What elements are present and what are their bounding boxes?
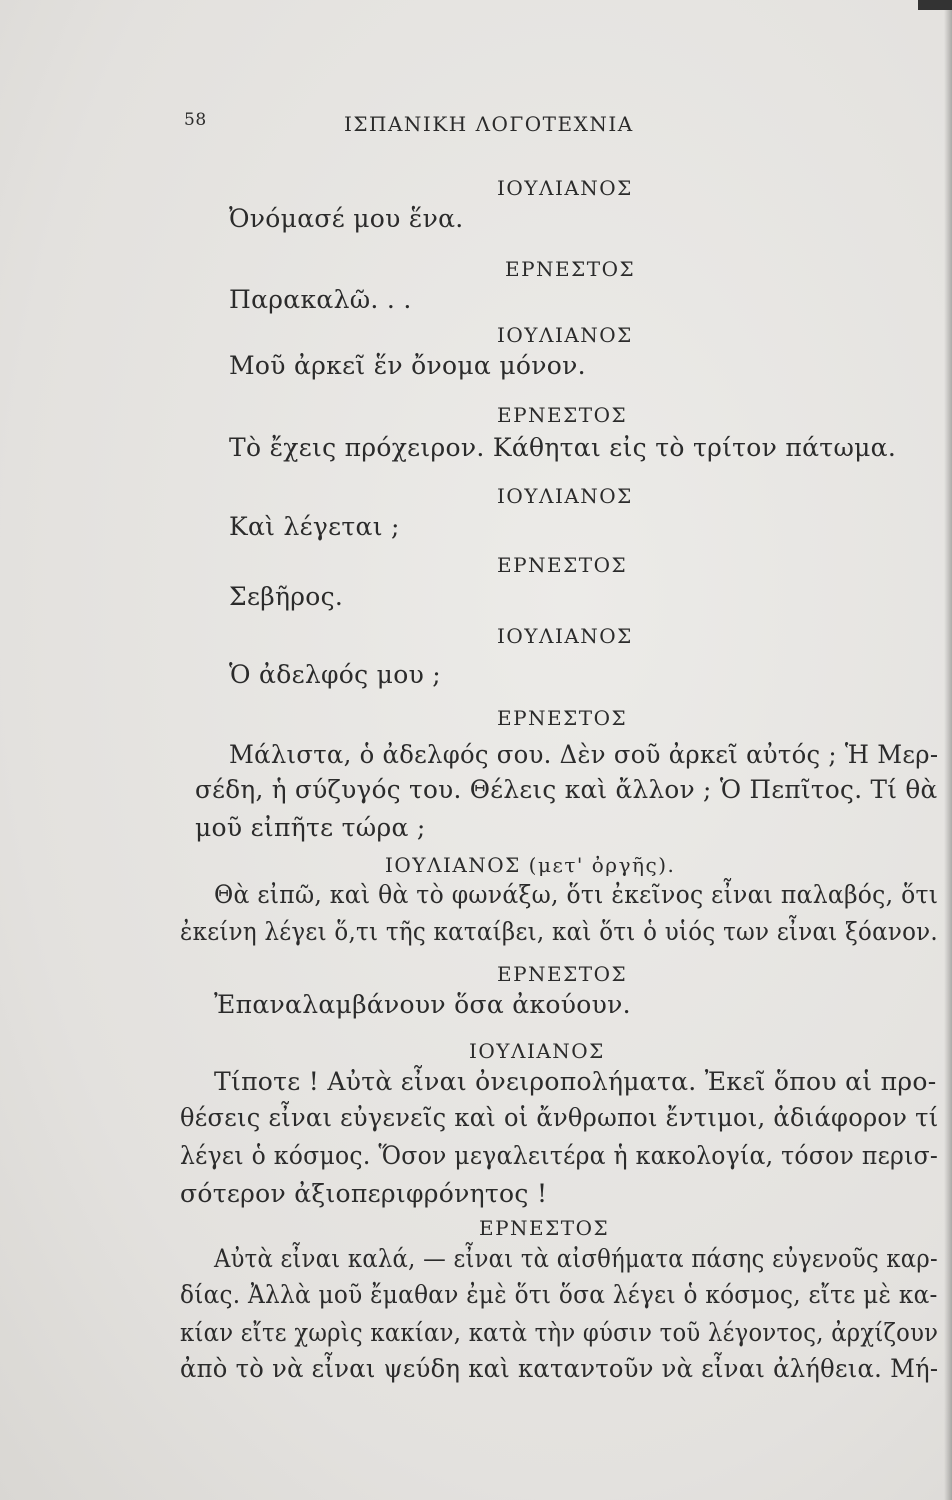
dialogue-line: Μοῦ ἀρκεῖ ἕν ὄνομα μόνον. [229, 351, 586, 380]
speaker-name: ΙΟΥΛΙΑΝΟΣ [497, 323, 633, 347]
speaker-name: ΕΡΝΕΣΤΟΣ [505, 257, 636, 281]
dialogue-line: Ἐπαναλαμβάνουν ὅσα ἀκούουν. [214, 990, 631, 1019]
dialogue-line: Παρακαλῶ. . . [229, 285, 412, 314]
speaker-name: ΙΟΥΛΙΑΝΟΣ (μετ' ὀργῆς). [385, 853, 676, 877]
dialogue-line: θέσεις εἶναι εὐγενεῖς καὶ οἱ ἄνθρωποι ἔντιμοι, ἀδιάφορον τί [180, 1103, 939, 1132]
speaker-name: ΕΡΝΕΣΤΟΣ [479, 1216, 610, 1240]
page-number: 58 [184, 110, 207, 130]
speaker-name: ΕΡΝΕΣΤΟΣ [497, 706, 628, 730]
dialogue-line: κίαν εἴτε χωρὶς κακίαν, κατὰ τὴν φύσιν τοῦ λέγοντος, ἀρχίζουν [180, 1318, 939, 1347]
speaker-name: ΕΡΝΕΣΤΟΣ [497, 962, 628, 986]
speaker-name: ΙΟΥΛΙΑΝΟΣ [497, 176, 633, 200]
dialogue-line: ἐκείνη λέγει ὅ,τι τῆς καταίβει, καὶ ὅτι ὁ υἱός των εἶναι ξόανον. [180, 917, 938, 946]
dialogue-line: Θὰ εἰπῶ, καὶ θὰ τὸ φωνάξω, ὅτι ἐκεῖνος εἶναι παλαβός, ὅτι [214, 880, 939, 909]
dialogue-line: Ὀνόμασέ μου ἕνα. [229, 204, 464, 233]
speaker-name: ΙΟΥΛΙΑΝΟΣ [497, 624, 633, 648]
dialogue-line: σότερον ἀξιοπεριφρόνητος ! [180, 1179, 548, 1208]
dialogue-line: λέγει ὁ κόσμος. Ὅσον μεγαλειτέρα ἡ κακολογία, τόσον περισ- [180, 1141, 939, 1170]
dialogue-line: δίας. Ἀλλὰ μοῦ ἔμαθαν ἐμὲ ὅτι ὅσα λέγει ὁ κόσμος, εἴτε μὲ κα- [180, 1280, 938, 1309]
speaker-name: ΙΟΥΛΙΑΝΟΣ [497, 484, 633, 508]
dialogue-line: Τὸ ἔχεις πρόχειρον. Κάθηται εἰς τὸ τρίτον πάτωμα. [229, 433, 897, 462]
dialogue-line: σέδη, ἡ σύζυγός του. Θέλεις καὶ ἄλλον ; Ὁ Πεπῖτος. Τί θὰ [195, 775, 938, 804]
dialogue-line: Αὐτὰ εἶναι καλά, — εἶναι τὰ αἰσθήματα πάσης εὐγενοῦς καρ- [214, 1244, 938, 1273]
speaker-name: ΕΡΝΕΣΤΟΣ [497, 553, 628, 577]
dialogue-line: Μάλιστα, ὁ ἀδελφός σου. Δὲν σοῦ ἀρκεῖ αὐτός ; Ἡ Μερ- [229, 740, 939, 769]
dialogue-line: Ὁ ἀδελφός μου ; [229, 660, 442, 689]
speaker-name: ΙΟΥΛΙΑΝΟΣ [469, 1039, 605, 1063]
speaker-name: ΕΡΝΕΣΤΟΣ [497, 403, 628, 427]
dialogue-line: ἀπὸ τὸ νὰ εἶναι ψεύδη καὶ καταντοῦν νὰ εἶναι ἀλήθεια. Μή- [180, 1354, 939, 1383]
running-title: ΙΣΠΑΝΙΚΗ ΛΟΓΟΤΕΧΝΙΑ [344, 112, 634, 136]
dialogue-line: Τίποτε ! Αὐτὰ εἶναι ὀνειροπολήματα. Ἐκεῖ ὅπου αἱ προ- [214, 1067, 937, 1096]
dialogue-line: μοῦ εἰπῆτε τώρα ; [195, 813, 426, 842]
dialogue-line: Καὶ λέγεται ; [229, 512, 400, 541]
dialogue-line: Σεβῆρος. [229, 582, 344, 611]
